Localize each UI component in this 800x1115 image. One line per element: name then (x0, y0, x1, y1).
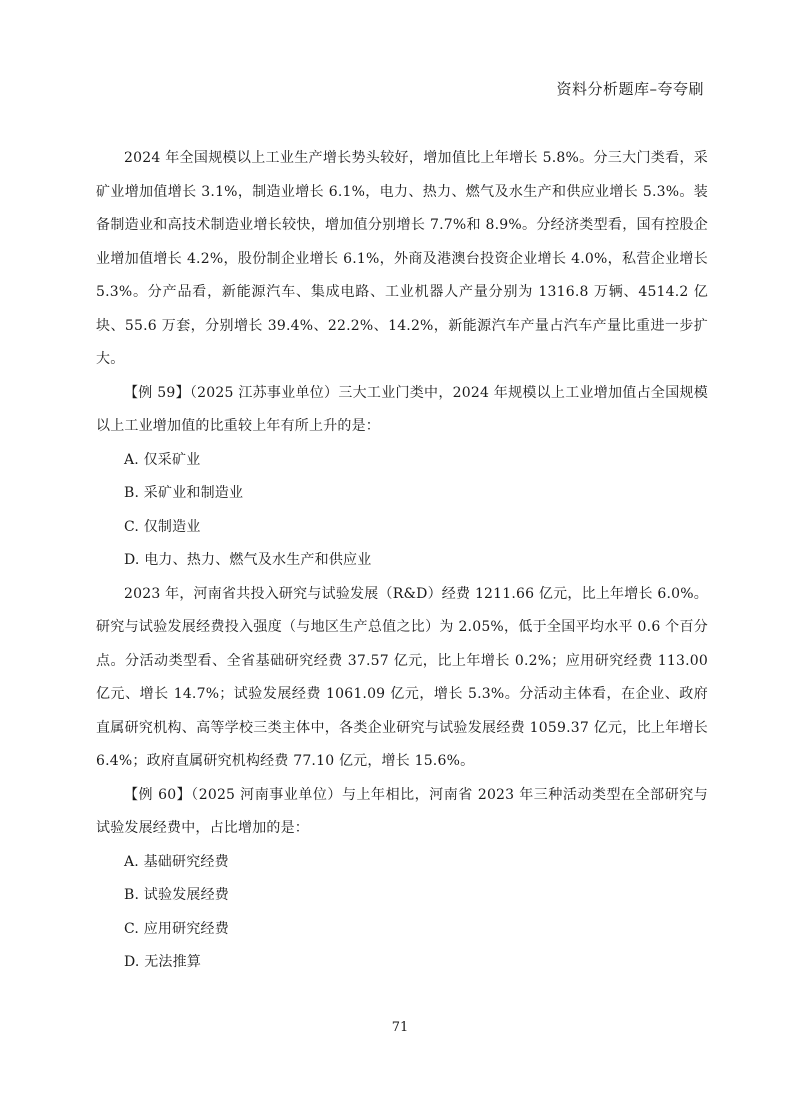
page-content (96, 142, 708, 980)
option-d: D. 电力、热力、燃气及水生产和供应业 (124, 552, 372, 568)
passage-paragraph: 2024 年全国规模以上工业生产增长势头较好，增加值比上年增长 5.8%。分三大门类看，采矿业增加值增长 3.1%，制造业增长 6.1%，电力、热力、燃气及水生产和供应业增长 5.3%。装备制造业和高技术制造业增长较快，增加值分别增长 7.7%和 8.9%。分经济类型看，国有控股企业增加值增长 4.2%，股份制企业增长 6.1%，外商及港澳台投资企业增长 4.0%，私营企业增长 5.3%。分产品看，新能源汽车、集成电路、工业机器人产量分别为 1316.8 万辆、4514.2 亿块、55.6 万套，分别增长 39.4%、22.2%、14.2%，新能源汽车产量占汽车产量比重进一步扩大。 (96, 150, 708, 367)
option-b: B. 试验发展经费 (124, 887, 229, 903)
option-a: A. 仅采矿业 (124, 451, 201, 468)
page-header-title: 资料分析题库–夸夸刷 (556, 80, 704, 98)
question-text: 【例 59】（2025 江苏事业单位）三大工业门类中，2024 年规模以上工业增加值占全国规模以上工业增加值的比重较上年有所上升的是： (96, 384, 708, 434)
option-d: D. 无法推算 (124, 954, 202, 970)
option-a: A. 基础研究经费 (124, 853, 229, 870)
page-number: 71 (391, 1020, 409, 1035)
option-c: C. 仅制造业 (124, 518, 201, 535)
option-c: C. 应用研究经费 (124, 920, 229, 937)
question-text: 【例 60】（2025 河南事业单位）与上年相比，河南省 2023 年三种活动类型在全部研究与试验发展经费中，占比增加的是： (96, 786, 708, 836)
option-b: B. 采矿业和制造业 (124, 485, 244, 501)
passage-paragraph: 2023 年，河南省共投入研究与试验发展（R&D）经费 1211.66 亿元，比上年增长 6.0%。研究与试验发展经费投入强度（与地区生产总值之比）为 2.05%，低于全国平均水平 0.6 个百分点。分活动类型看、全省基础研究经费 37.57 亿元，比上年增长 0.2%；应用研究经费 113.00 亿元、增长 14.7%；试验发展经费 1061.09 亿元，增长 5.3%。分活动主体看，在企业、政府直属研究机构、高等学校三类主体中，各类企业研究与试验发展经费 1059.37 亿元，比上年增长 6.4%；政府直属研究机构经费 77.10 亿元，增长 15.6%。 (96, 585, 708, 769)
